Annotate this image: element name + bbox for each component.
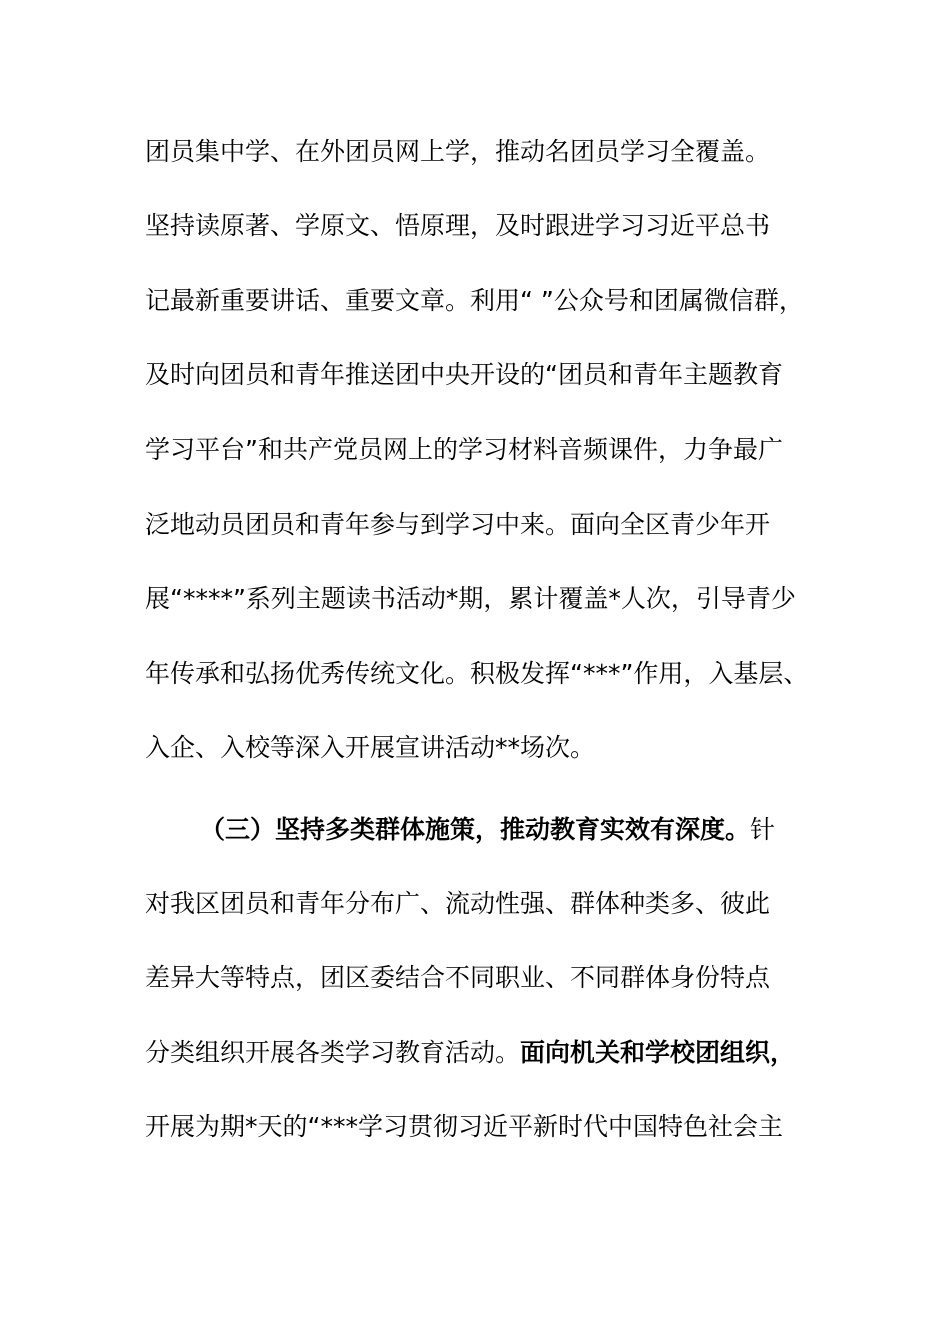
text-line-13 bbox=[145, 1033, 845, 1073]
text-line-3: 记最新重要讲话、重要文章。利用“ ”公众号和团属微信群， bbox=[145, 286, 804, 315]
text-line-7: 展“****”系列主题读书活动*期，累计覆盖*人次，引导青少 bbox=[145, 584, 796, 613]
text-line-13-bold: 面向机关和学校团组织， bbox=[520, 1038, 796, 1067]
text-line-12: 差异大等特点，团区委结合不同职业、不同群体身份特点 bbox=[145, 963, 771, 992]
text-line-9: 入企、入校等深入开展宣讲活动**场次。 bbox=[145, 733, 596, 762]
text-line-13-normal: 分类组织开展各类学习教育活动。 bbox=[145, 1038, 521, 1067]
text-line-4: 及时向团员和青年推送团中央开设的“团员和青年主题教育 bbox=[145, 360, 783, 389]
text-line-11: 对我区团员和青年分布广、流动性强、群体种类多、彼此 bbox=[145, 889, 771, 918]
text-line-8: 年传承和弘扬优秀传统文化。积极发挥“***”作用，入基层、 bbox=[145, 659, 809, 688]
section-heading: （三）坚持多类群体施策，推动教育实效有深度。 bbox=[200, 815, 751, 844]
section-heading-tail: 针 bbox=[750, 815, 776, 844]
text-line-1: 团员集中学、在外团员网上学，推动名团员学习全覆盖。 bbox=[145, 137, 771, 166]
text-line-5: 学习平台”和共产党员网上的学习材料音频课件，力争最广 bbox=[145, 435, 783, 464]
text-line-6: 泛地动员团员和青年参与到学习中来。面向全区青少年开 bbox=[145, 510, 771, 539]
text-line-14: 开展为期*天的“***学习贯彻习近平新时代中国特色社会主 bbox=[145, 1112, 783, 1141]
text-line-2: 坚持读原著、学原文、悟原理，及时跟进学习习近平总书 bbox=[145, 211, 771, 240]
section-heading-line bbox=[200, 810, 900, 850]
